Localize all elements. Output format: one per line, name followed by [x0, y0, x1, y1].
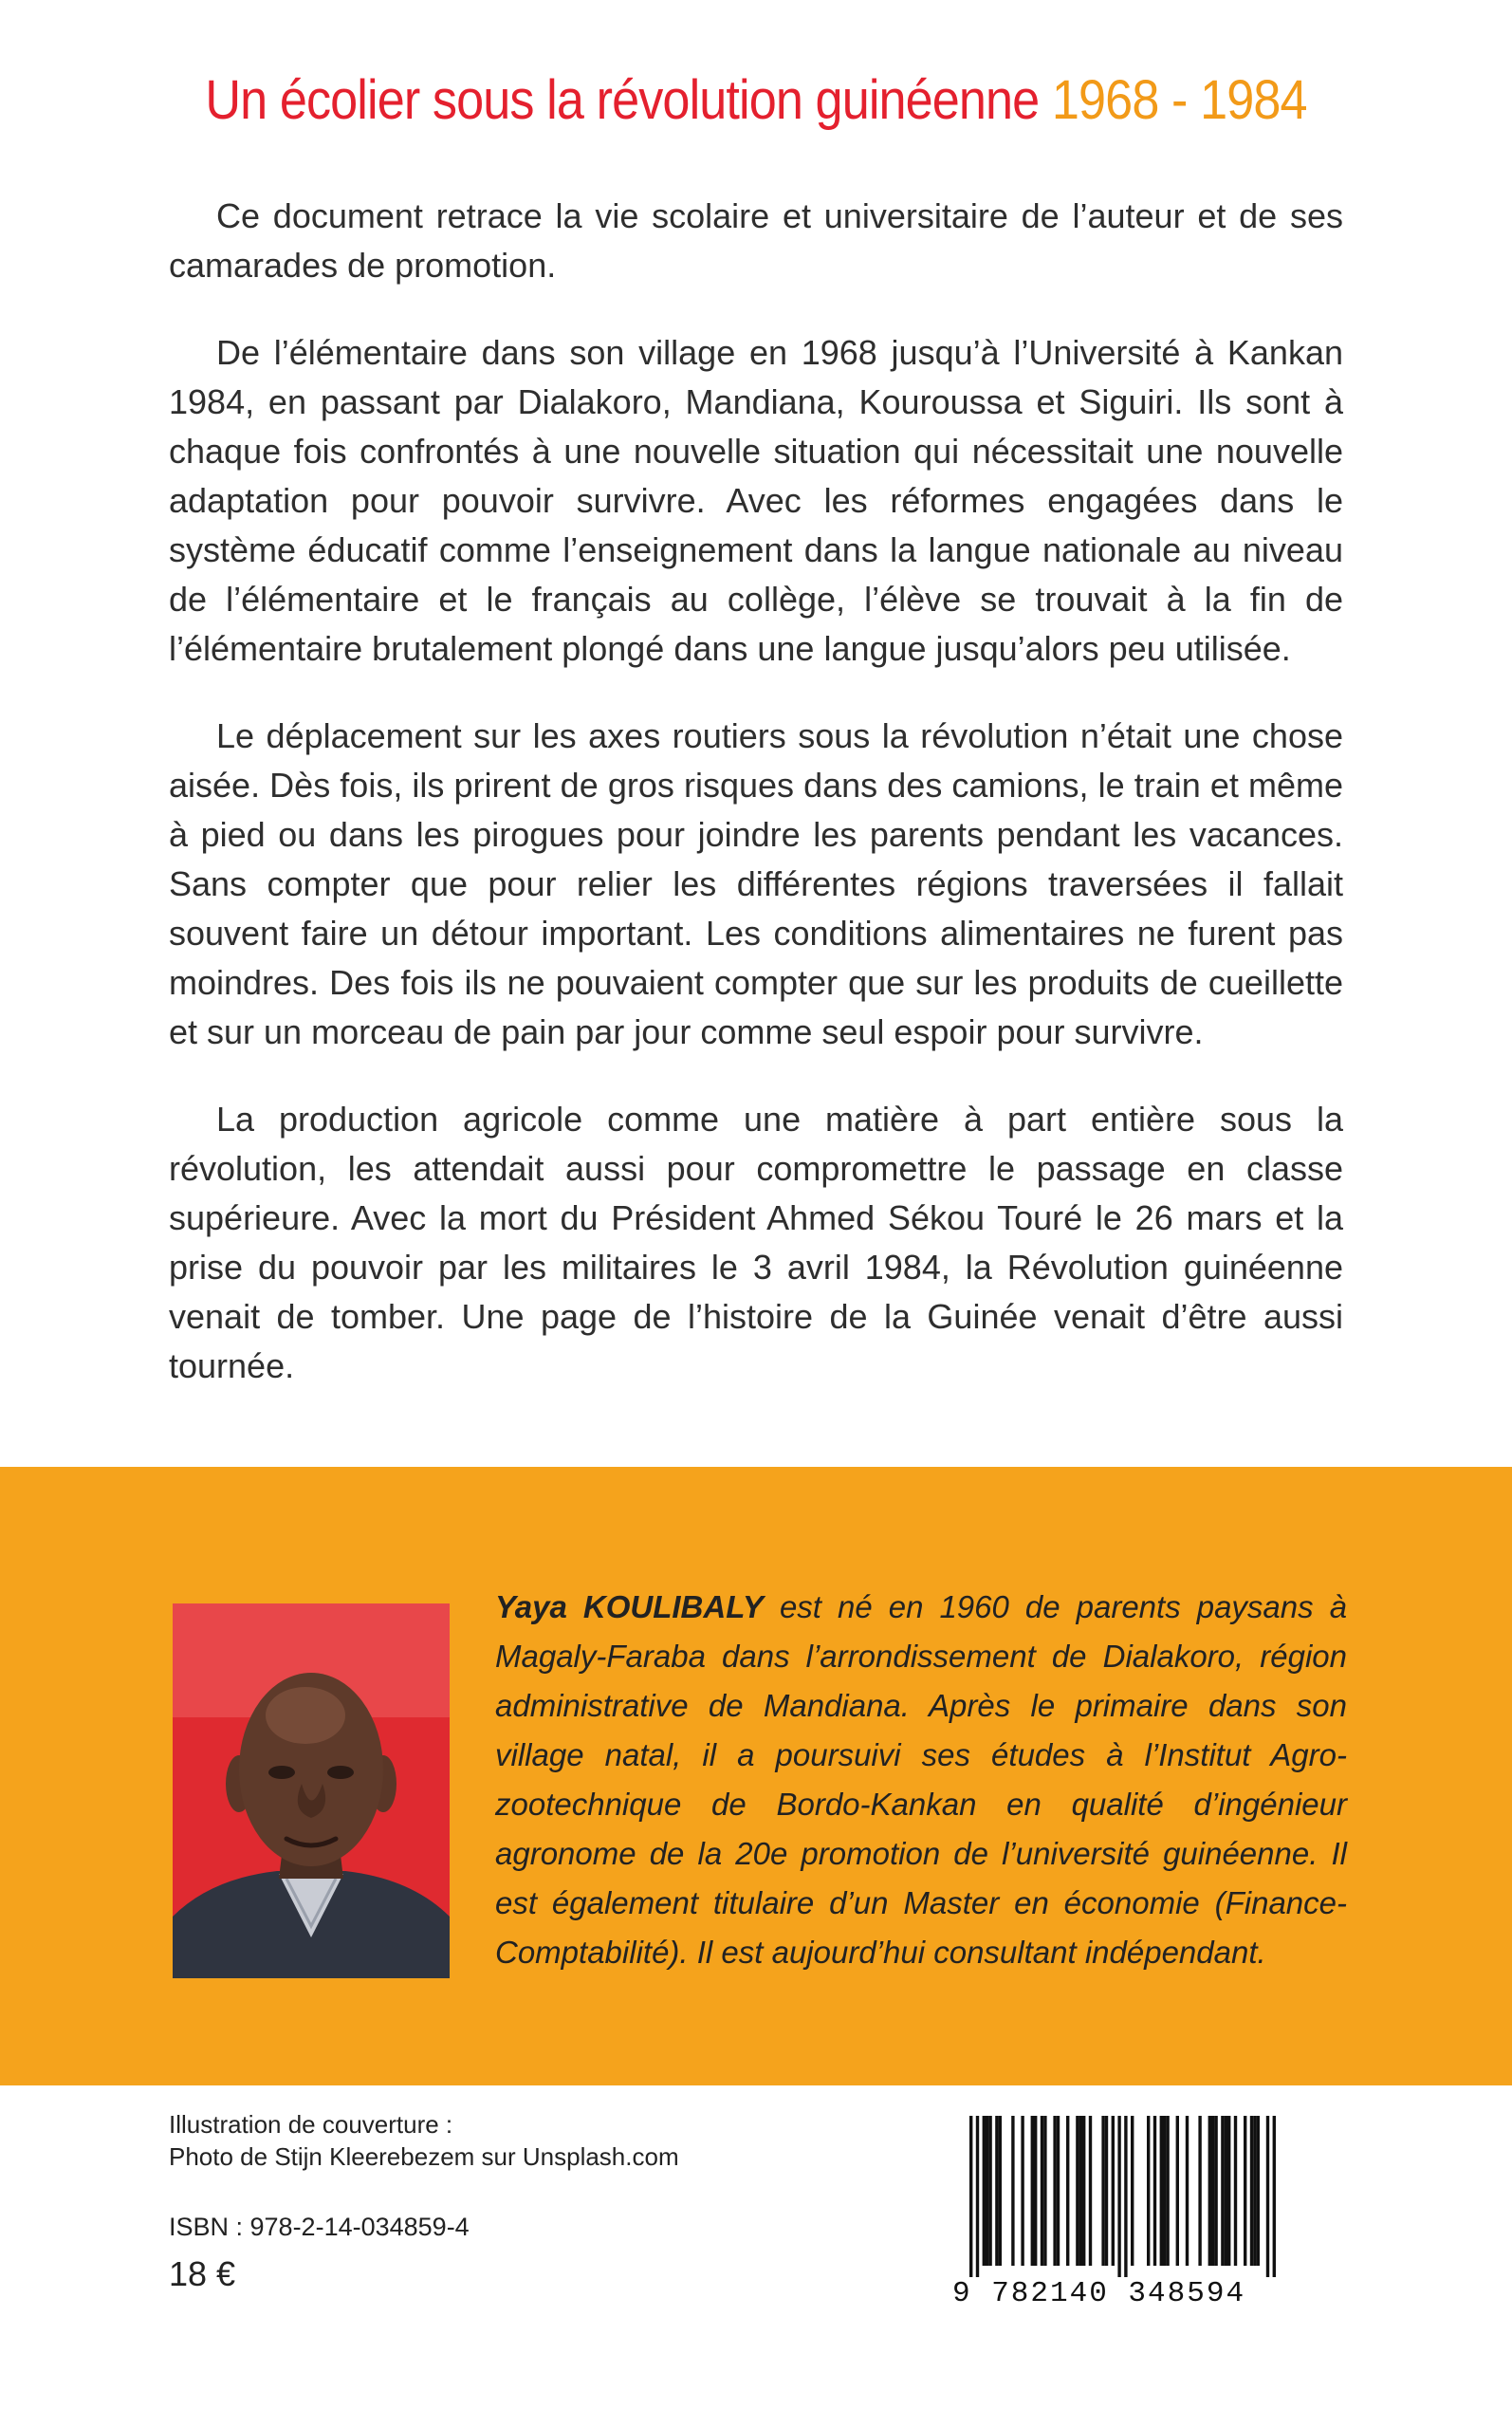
- barcode-bar: [1057, 2116, 1060, 2266]
- barcode-bar: [1066, 2116, 1069, 2266]
- barcode-bar: [1105, 2116, 1108, 2266]
- barcode-bar: [1166, 2116, 1169, 2266]
- barcode-bar: [986, 2116, 988, 2266]
- barcode-bar: [976, 2116, 979, 2277]
- author-photo: [173, 1603, 450, 1978]
- title-main: Un écolier sous la révolution guinéenne: [205, 69, 1040, 131]
- barcode-bar: [1257, 2116, 1260, 2266]
- barcode-bar: [1076, 2116, 1079, 2266]
- synopsis-paragraph-2: De l’élémentaire dans son village en 1968 jusqu’à l’Université à Kankan 1984, en passant par Dialakoro, Mandiana, Kouroussa et Siguiri. Ils sont à chaque fois confrontés à une nouvelle situation qui nécessitait une nouvelle adaptation pour pouvoir survivre. Avec les réformes engagées dans le système éducatif comme l’enseignement dans la langue nationale au niveau de l’élémentaire et le français au collège, l’élève se trouvait à la fin de l’élémentaire brutalement plongé dans une langue jusqu’alors peu utilisée.: [169, 333, 1343, 668]
- barcode-bar: [983, 2116, 986, 2266]
- barcode-bar: [1250, 2116, 1253, 2266]
- barcode-bar: [995, 2116, 998, 2266]
- barcode-bar: [1273, 2116, 1276, 2277]
- barcode-bar: [1041, 2116, 1043, 2266]
- isbn: ISBN : 978-2-14-034859-4: [169, 2213, 470, 2241]
- barcode-bar: [1011, 2116, 1014, 2266]
- barcode-digits: 9 782140 348594: [952, 2277, 1246, 2310]
- barcode-bar: [1160, 2116, 1163, 2266]
- barcode-bar: [1163, 2116, 1166, 2266]
- author-name: Yaya KOULIBALY: [495, 1589, 764, 1624]
- price: 18 €: [169, 2254, 236, 2293]
- book-title: [76, 68, 1437, 132]
- barcode-bar: [1082, 2116, 1085, 2266]
- barcode-bar: [1266, 2116, 1269, 2277]
- title-years: 1968 - 1984: [1051, 69, 1307, 131]
- barcode-bar: [1079, 2116, 1082, 2266]
- barcode-bar: [1211, 2116, 1214, 2266]
- barcode-bar: [1034, 2116, 1037, 2266]
- barcode-bar: [1176, 2116, 1179, 2266]
- barcode-bar: [1244, 2116, 1246, 2266]
- barcode-bar: [1101, 2116, 1104, 2266]
- barcode-bar: [1253, 2116, 1256, 2266]
- barcode-bar: [1225, 2116, 1227, 2266]
- barcode-bar: [1031, 2116, 1034, 2266]
- synopsis-paragraph-4: La production agricole comme une matière à part entière sous la révolution, les attendait aussi pour compromettre le passage en classe supérieure. Avec la mort du Président Ahmed Sékou Touré le 26 mars et la prise du pouvoir par les militaires le 3 avril 1984, la Révolution guinéenne venait de tomber. Une page de l’histoire de la Guinée venait d’être aussi tournée.: [169, 1100, 1343, 1385]
- barcode-bar: [1124, 2116, 1127, 2277]
- barcode-bar: [969, 2116, 972, 2277]
- barcode-bar: [1234, 2116, 1237, 2266]
- credits-line-1: Illustration de couverture :: [169, 2110, 453, 2139]
- author-bio-text: est né en 1960 de parents paysans à Magaly-Faraba dans l’arrondissement de Dialakoro, région administrative de Mandiana. Après le primaire dans son village natal, il a poursuivi ses études à l’Institut Agro-zootechnique de Bordo-Kankan en qualité d’ingénieur agronome de la 20e promotion de l’université guinéenne. Il est également titulaire d’un Master en économie (Finance-Comptabilité). Il est aujourd’hui consultant indépendant.: [495, 1589, 1348, 1970]
- barcode-bar: [988, 2116, 991, 2266]
- barcode-bar: [1208, 2116, 1211, 2266]
- barcode-bar: [999, 2116, 1002, 2266]
- synopsis-paragraph-3: Le déplacement sur les axes routiers sous la révolution n’était une chose aisée. Dès fois, ils prirent de gros risques dans des camions, le train et même à pied ou dans les pirogues pour joindre les parents pendant les vacances. Sans compter que pour relier les différentes régions traversées il fallait souvent faire un détour important. Les conditions alimentaires ne furent pas moindres. Des fois ils ne pouvaient compter que sur les produits de cueillette et sur un morceau de pain par jour comme seul espoir pour survivre.: [169, 716, 1343, 1051]
- barcode-bar: [1021, 2116, 1023, 2266]
- author-portrait-image: [173, 1603, 450, 1978]
- barcode-bar: [1227, 2116, 1230, 2266]
- barcode-bar: [1089, 2116, 1092, 2266]
- author-bio: [495, 1583, 1347, 1977]
- barcode-bar: [1131, 2116, 1134, 2266]
- credits-line-2: Photo de Stijn Kleerebezem sur Unsplash.com: [169, 2142, 679, 2171]
- barcode-bar: [1112, 2116, 1115, 2266]
- barcode-bar: [1198, 2116, 1201, 2266]
- barcode-bar: [1043, 2116, 1046, 2266]
- barcode-bar: [1153, 2116, 1156, 2266]
- barcode-bar: [1147, 2116, 1150, 2266]
- barcode-bar: [1053, 2116, 1056, 2266]
- barcode-bar: [1117, 2116, 1120, 2277]
- cover-credits: [169, 2108, 679, 2173]
- barcode-bar: [1214, 2116, 1217, 2266]
- synopsis: [169, 192, 1343, 1429]
- barcode-bar: [1221, 2116, 1224, 2266]
- barcode-bar: [1186, 2116, 1189, 2266]
- synopsis-paragraph-1: Ce document retrace la vie scolaire et universitaire de l’auteur et de ses camarades de promotion.: [169, 196, 1343, 285]
- barcode-bars: [958, 2116, 1332, 2277]
